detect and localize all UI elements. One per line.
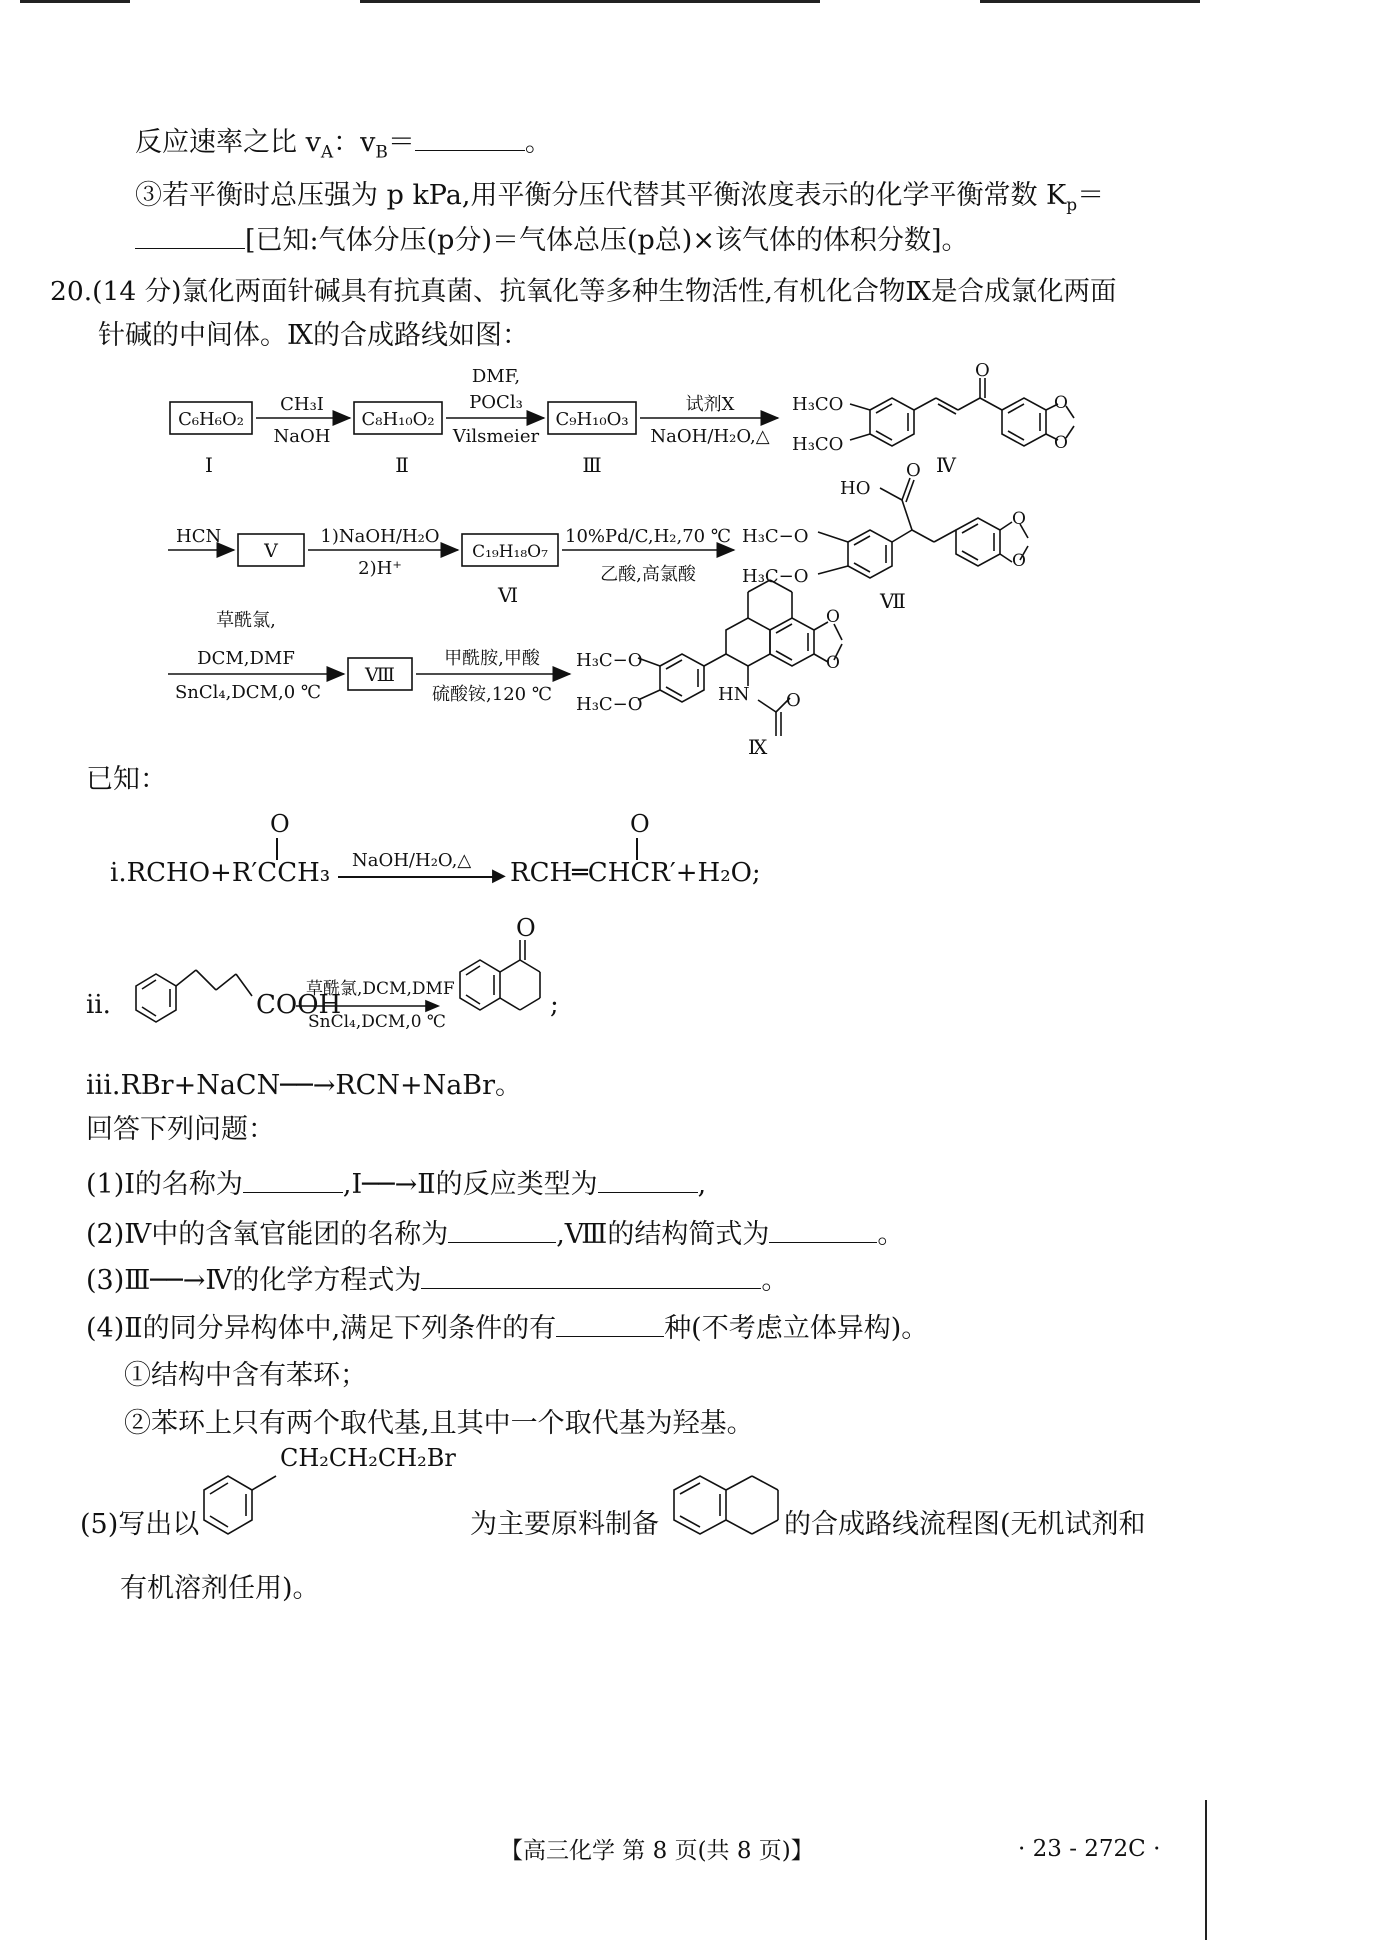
vii-methoxy-2: H₃C−O (742, 566, 809, 587)
synthesis-scheme (0, 360, 1376, 760)
question-5: CH₂CH₂CH₂Br (5)写出以 为主要原料制备 的合成路线流程图(无机试剂和 有机溶剂任用)。 (80, 1440, 1200, 1610)
reagent-oxalyl: 草酰氯, (216, 610, 276, 631)
compound-label-6: Ⅵ (497, 583, 519, 607)
compound-label-4: Ⅳ (936, 453, 956, 477)
reagent-acetic: 乙酸,高氯酸 (600, 564, 696, 585)
page-footer: 【高三化学 第 8 页(共 8 页)】 (500, 1838, 814, 1864)
known-reaction-ii: ⅱ. COOH 草酰氯,DCM,DMF SnCl₄,DCM,0 ℃ O ; (86, 910, 726, 1060)
ix-ring-o2: O (826, 653, 840, 673)
question-3: (3)Ⅲ──→Ⅳ的化学方程式为 。 (86, 1262, 788, 1299)
ix-hn: HN (718, 684, 750, 705)
vii-ring-o1: O (1012, 509, 1026, 529)
reagent-ch3i: CH₃I (280, 394, 324, 415)
intro-line-3: [已知:气体分压(p分)＝气体总压(p总)×该气体的体积分数]。 (135, 222, 969, 259)
intro-line-2: ③若平衡时总压强为 p kPa,用平衡分压代替其平衡浓度表示的化学平衡常数 $K_p=$ (135, 180, 1105, 216)
vii-methoxy-1: H₃C−O (742, 526, 809, 547)
top-edge-mark (360, 0, 820, 3)
reagent-x: 试剂X (685, 394, 735, 415)
formula-box-1: C₆H₆O₂ (178, 409, 244, 430)
question-5-structures (80, 1440, 1200, 1560)
question-4-condition-2: ②苯环上只有两个取代基,且其中一个取代基为羟基。 (124, 1408, 754, 1439)
iv-methoxy-1: H₃CO (792, 394, 844, 415)
answer-blank[interactable] (243, 1166, 343, 1193)
reagent-naoh: NaOH (273, 426, 331, 447)
questions-intro: 回答下列问题： (86, 1114, 275, 1145)
formula-box-5: Ⅴ (264, 540, 278, 562)
reagent-hydrolysis: 1)NaOH/H₂O (320, 526, 440, 547)
compound-label-3: Ⅲ (582, 453, 602, 477)
reagent-sncl4: SnCl₄,DCM,0 ℃ (174, 682, 322, 703)
iv-ketone-o: O (975, 360, 990, 381)
question-20-heading-2: 针碱的中间体。Ⅸ的合成路线如图： (98, 320, 530, 351)
reagent-ammonium: 硫酸铵,120 ℃ (432, 684, 552, 705)
known-reaction-iii: ⅲ.RBr+NaCN──→RCN+NaBr。 (86, 1070, 523, 1101)
top-edge-mark (980, 0, 1200, 3)
known-title: 已知： (86, 764, 167, 795)
ix-methoxy-1: H₃C−O (576, 650, 643, 671)
answer-blank[interactable] (421, 1262, 761, 1289)
question-2: (2)Ⅳ中的含氧官能团的名称为 ,Ⅷ的结构简式为 。 (86, 1216, 904, 1253)
vii-o: O (906, 460, 921, 481)
formula-box-3: C₉H₁₀O₃ (555, 409, 629, 430)
reagent-acid: 2)H⁺ (358, 558, 402, 579)
formula-box-6: C₁₉H₁₈O₇ (472, 542, 548, 562)
reagent-formamide: 甲酰胺,甲酸 (444, 648, 540, 669)
question-1: (1)Ⅰ的名称为 ,Ⅰ──→Ⅱ的反应类型为 , (86, 1166, 706, 1203)
reagent-pdc: 10%Pd/C,H₂,70 ℃ (565, 526, 731, 547)
reaction-i-arrow (338, 876, 498, 878)
answer-blank[interactable] (135, 222, 245, 249)
reagent-dmf: DMF, (471, 366, 521, 387)
reagent-vilsmeier: Vilsmeier (452, 426, 540, 447)
compound-label-2: Ⅱ (395, 453, 409, 477)
compound-iv-structure (850, 378, 1074, 446)
question-4: (4)Ⅱ的同分异构体中,满足下列条件的有 种(不考虑立体异构)。 (86, 1310, 928, 1347)
vii-ring-o2: O (1012, 551, 1026, 571)
answer-blank[interactable] (448, 1216, 556, 1243)
iv-ring-o2: O (1054, 433, 1068, 453)
iv-methoxy-2: H₃CO (792, 434, 844, 455)
top-edge-mark (20, 0, 130, 3)
compound-ix-structure (638, 580, 842, 736)
answer-blank[interactable] (556, 1310, 664, 1337)
answer-blank[interactable] (598, 1166, 698, 1193)
compound-label-7: Ⅶ (880, 589, 906, 613)
ix-o: O (786, 690, 801, 711)
reagent-hcn: HCN (176, 526, 222, 547)
compound-label-1: Ⅰ (205, 453, 213, 477)
known-reaction-i: O ⅰ.RCHO+R′CCH₃ NaOH/H₂O,△ ▶ O RCH═CHCR′+H₂O; (110, 810, 761, 888)
compound-label-9: Ⅸ (748, 735, 768, 759)
reagent-pocl3: POCl₃ (469, 392, 523, 413)
ix-ring-o1: O (826, 607, 840, 627)
page-code: · 23 - 272C · (1018, 1836, 1161, 1862)
intro-line-1: 反应速率之比 $v_A$：$v_B=$ 。 (135, 124, 552, 170)
formula-box-8: Ⅷ (365, 664, 395, 686)
reagent-dcm-dmf: DCM,DMF (197, 648, 295, 669)
question-20-heading: 20.(14 分)氯化两面针碱具有抗真菌、抗氧化等多种生物活性,有机化合物Ⅸ是合成氯化两面 (50, 276, 1117, 307)
reagent-naoh-h2o: NaOH/H₂O,△ (650, 426, 770, 447)
question-4-condition-1: ①结构中含有苯环； (124, 1360, 367, 1391)
formula-box-2: C₈H₁₀O₂ (361, 409, 435, 430)
iv-ring-o1: O (1054, 393, 1068, 413)
answer-blank[interactable] (769, 1216, 877, 1243)
ix-methoxy-2: H₃C−O (576, 694, 643, 715)
answer-blank[interactable] (415, 124, 525, 151)
right-edge-line (1205, 1800, 1207, 1940)
vii-ho: HO (840, 478, 871, 499)
